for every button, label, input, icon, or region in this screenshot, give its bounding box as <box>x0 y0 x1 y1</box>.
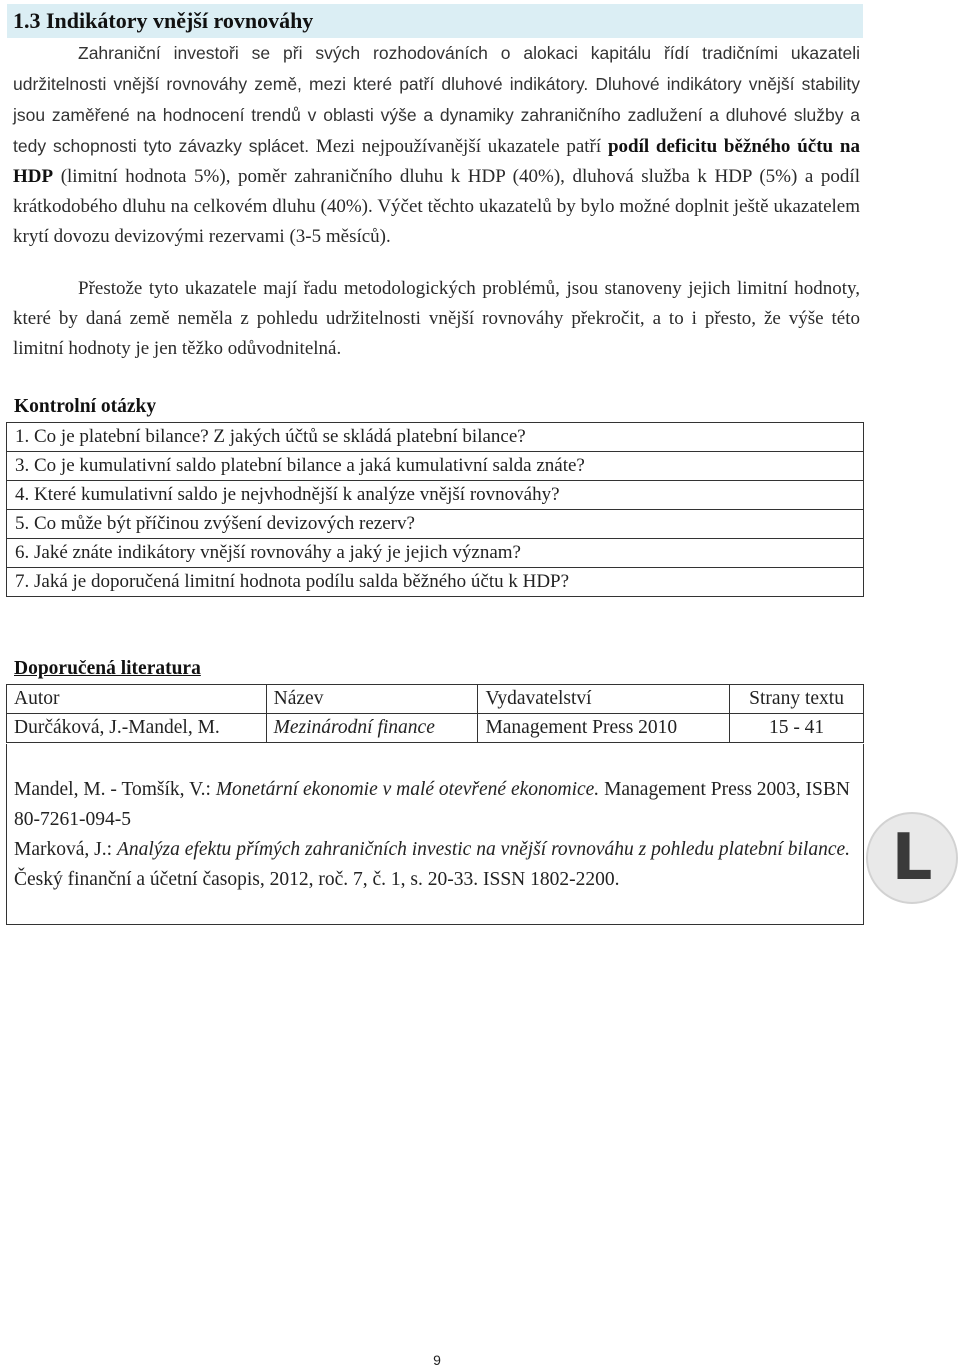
cell-pages: 15 - 41 <box>730 714 864 743</box>
literature-badge-icon <box>866 812 958 904</box>
reference-author: Mandel, M. - Tomšík, V.: <box>14 779 216 800</box>
table-header-row <box>7 685 864 714</box>
table-row <box>7 510 864 539</box>
cell-author: Durčáková, J.-Mandel, M. <box>7 714 267 743</box>
questions-title: Kontrolní otázky <box>14 396 157 417</box>
table-row <box>7 568 864 597</box>
reference-title: Monetární ekonomie v malé otevřené ekonomice. <box>215 779 600 800</box>
highlight-indicator: podíl deficitu běžného účtu na HDP <box>13 136 860 187</box>
badge-letter: L <box>891 821 933 895</box>
page-number: 9 <box>433 1352 441 1368</box>
reference-item <box>14 775 850 835</box>
header-publisher: Vydavatelství <box>478 685 730 714</box>
header-author: Autor <box>7 685 267 714</box>
intro-text: Zahraniční investoři se při svých rozhodováních o alokaci kapitálu řídí tradičními ukazateli udržitelnosti vnější rovnováhy země, mezi které patří dluhové indikátory. Dluhové indikátory vnější stability jsou zaměřené na hodnocení trendů v oblasti výše a dynamiky zahraničního zadlužení a dluhové služby a tedy schopnosti tyto závazky splácet. <box>13 43 860 156</box>
questions-table <box>6 422 864 597</box>
literature-title: Doporučená literatura <box>14 658 201 679</box>
reference-title: Analýza efektu přímých zahraničních investic na vnější rovnováhu z pohledu platební bilance. <box>117 839 851 860</box>
intro-text-2: Mezi nejpoužívanější ukazatele patří <box>309 136 608 157</box>
literature-table <box>6 684 864 743</box>
cell-title: Mezinárodní finance <box>266 714 478 743</box>
intro-paragraph <box>13 38 860 252</box>
question-item: 6. Jaké znáte indikátory vnější rovnováhy a jaký je jejich význam? <box>7 539 864 568</box>
header-pages: Strany textu <box>730 685 864 714</box>
cell-publisher: Management Press 2010 <box>478 714 730 743</box>
question-item: 3. Co je kumulativní saldo platební bilance a jaká kumulativní salda znáte? <box>7 452 864 481</box>
section-heading: 1.3 Indikátory vnější rovnováhy <box>7 4 863 38</box>
table-row <box>7 481 864 510</box>
limits-paragraph: Přestože tyto ukazatele mají řadu metodologických problémů, jsou stanoveny jejich limitní hodnoty, které by daná země neměla z pohledu udržitelnosti vnější rovnováhy překročit, a to i přesto, že výše této limitní hodnoty je jen těžko odůvodnitelná. <box>13 278 860 359</box>
reference-details: Český finanční a účetní časopis, 2012, roč. 7, č. 1, s. 20-33. ISSN 1802-2200. <box>14 869 620 890</box>
question-item: 1. Co je platební bilance? Z jakých účtů se skládá platební bilance? <box>7 423 864 452</box>
table-row <box>7 423 864 452</box>
reference-item <box>14 835 850 895</box>
question-item: 5. Co může být příčinou zvýšení devizových rezerv? <box>7 510 864 539</box>
intro-text-3: (limitní hodnota 5%), poměr zahraničního dluhu k HDP (40%), dluhová služba k HDP (5%) a podíl krátkodobého dluhu na celkovém dluhu (40%). Výčet těchto ukazatelů by bylo možné doplnit ještě ukazatelem krytí dovozu devizovými rezervami (3-5 měsíců). <box>13 166 860 247</box>
question-item: 7. Jaká je doporučená limitní hodnota podílu salda běžného účtu k HDP? <box>7 568 864 597</box>
header-title: Název <box>266 685 478 714</box>
table-row <box>7 539 864 568</box>
table-row <box>7 714 864 743</box>
reference-author: Marková, J.: <box>14 839 117 860</box>
table-row <box>7 452 864 481</box>
reference-details: Management Press 2003, ISBN 80-7261-094-5 <box>14 779 850 830</box>
question-item: 4. Které kumulativní saldo je nejvhodnější k analýze vnější rovnováhy? <box>7 481 864 510</box>
